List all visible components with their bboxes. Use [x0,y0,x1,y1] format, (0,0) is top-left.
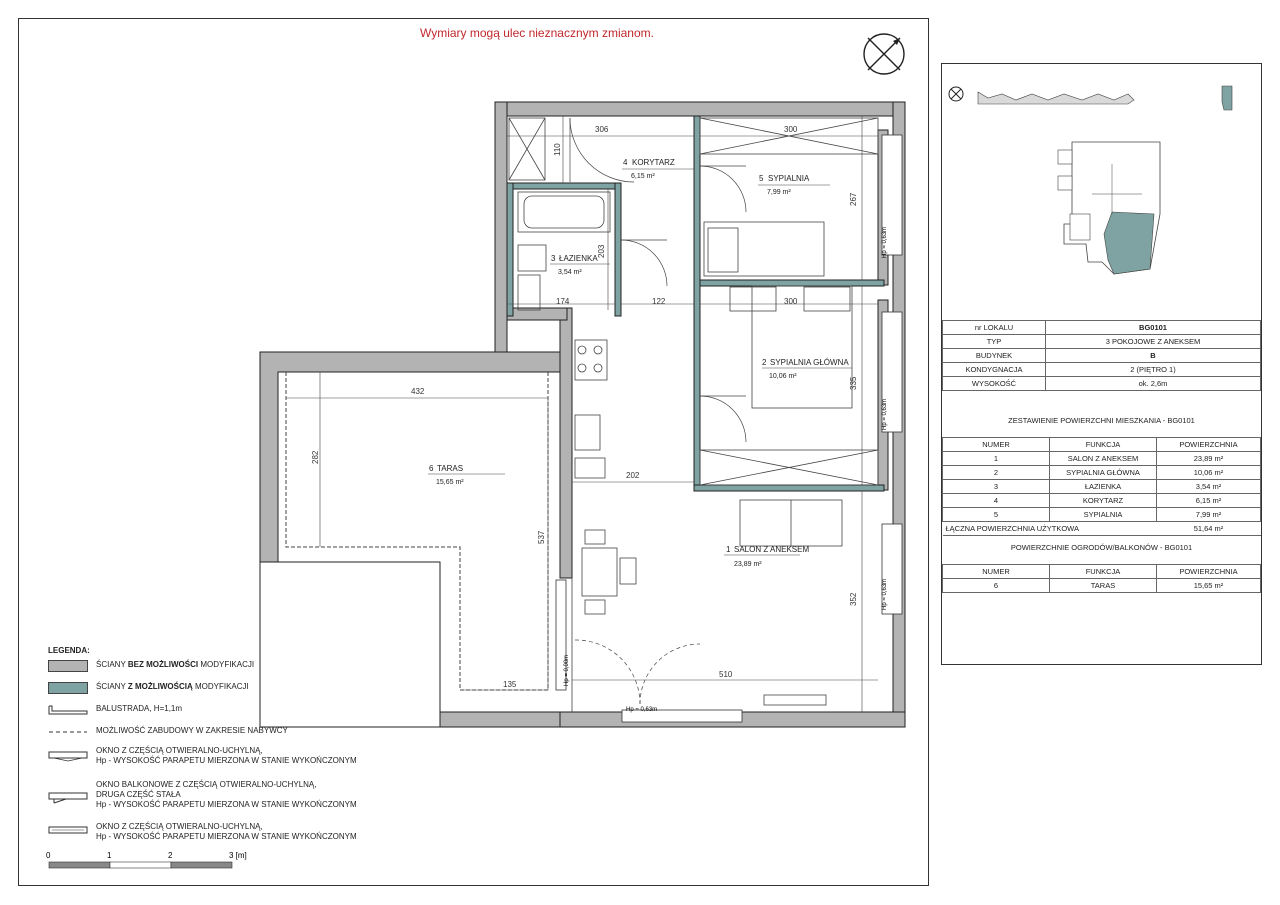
window-label-3: Hp = 0,63m [882,578,888,610]
summary-row [943,508,1261,522]
compass-icon [949,87,963,101]
scale-tick-3: 3 [m] [229,851,247,860]
dim-537: 537 [537,530,546,544]
scale-tick-0: 0 [46,851,51,860]
dim-300a: 300 [784,125,798,134]
info-label: WYSOKOŚĆ [943,377,1046,391]
info-row [943,349,1261,363]
summary-title: ZESTAWIENIE POWIERZCHNI MIESZKANIA - BG0101 [1008,416,1195,425]
column-header: NUMER [943,565,1050,579]
dim-300b: 300 [784,297,798,306]
modifiable-wall-swatch [48,682,88,694]
dim-510: 510 [719,670,733,679]
room-area: 15,65 m² [436,479,464,486]
railing-icon [48,704,88,716]
legend-item-built-in [48,726,448,738]
dim-352: 352 [849,592,858,606]
legend-text: ŚCIANY BEZ MOŻLIWOŚCI MODYFIKACJI [96,660,255,669]
total-value: 51,64 m² [1157,522,1261,536]
window-label-1: Hp = 0,63m [882,226,888,258]
room-name: SALON Z ANEKSEM [734,545,810,554]
window-label-5: Hp = 0,00m [564,654,570,686]
dim-203: 203 [597,244,606,258]
cell: 6,15 m² [1157,494,1261,508]
column-header: POWIERZCHNIA [1157,565,1261,579]
window-icon [48,824,88,836]
room-number: 1 [726,545,731,554]
summary-header-row [943,438,1261,452]
cell: 2 [943,466,1050,480]
gardens-header-row [943,565,1261,579]
room-name: ŁAZIENKA [559,254,598,263]
room-area: 3,54 m² [558,269,582,276]
info-label: TYP [943,335,1046,349]
apartment-info-table [942,320,1261,391]
legend-text: OKNO BALKONOWE Z CZĘŚCIĄ OTWIERALNO-UCHYLNĄ, DRUGA CZĘŚĆ STAŁA Hp - WYSOKOŚĆ PARAPETU MIERZONA W STANIE WYKOŃCZONYM [96,780,357,809]
gardens-title: POWIERZCHNIE OGRODÓW/BALKONÓW - BG0101 [1010,543,1193,552]
info-row [943,321,1261,335]
legend-item-window [48,746,448,768]
legend-title: LEGENDA: [48,646,90,655]
info-label: BUDYNEK [943,349,1046,363]
summary-row [943,494,1261,508]
cell: 4 [943,494,1050,508]
cell: 3 [943,480,1050,494]
room-name: SYPIALNIA [768,174,810,183]
room-number: 4 [623,158,628,167]
legend-item-fixed-walls [48,660,448,672]
summary-row [943,452,1261,466]
room-label-salon [724,545,809,568]
cell: ŁAZIENKA [1050,480,1157,494]
dim-122: 122 [652,297,666,306]
scale-tick-2: 2 [168,851,173,860]
legend-item-railing [48,704,448,716]
dimension-lines [286,116,878,712]
info-value: 2 (PIĘTRO 1) [1046,363,1261,377]
cell: SYPIALNIA GŁÓWNA [1050,466,1157,480]
dim-432: 432 [411,387,425,396]
dim-110: 110 [553,143,562,156]
room-label-taras [428,464,505,486]
legend-text: OKNO Z CZĘŚCIĄ OTWIERALNO-UCHYLNĄ, Hp - WYSOKOŚĆ PARAPETU MIERZONA W STANIE WYKOŃCZONYM [96,746,357,765]
gardens-row [943,579,1261,593]
room-area: 10,06 m² [769,373,797,380]
cell: KORYTARZ [1050,494,1157,508]
info-value: 3 POKOJOWE Z ANEKSEM [1046,335,1261,349]
legend-item-window-2 [48,822,448,844]
info-row [943,377,1261,391]
dim-135: 135 [503,680,517,689]
info-label: nr LOKALU [943,321,1046,335]
summary-total-row [943,522,1261,536]
cell: 15,65 m² [1157,579,1261,593]
room-label-sypialnia [758,174,830,196]
info-value: BG0101 [1046,321,1261,335]
dashed-line-icon [48,726,88,738]
legend-text: MOŻLIWOŚĆ ZABUDOWY W ZAKRESIE NABYWCY [96,726,288,735]
dim-282: 282 [311,450,320,464]
dim-306: 306 [595,125,609,134]
room-name: SYPIALNIA GŁÓWNA [770,358,849,367]
legend-item-balcony-window [48,780,448,812]
room-label-korytarz [622,158,694,180]
cell: 3,54 m² [1157,480,1261,494]
cell: 1 [943,452,1050,466]
info-value: ok. 2,6m [1046,377,1261,391]
info-value: B [1046,349,1261,363]
notice-text: Wymiary mogą ulec nieznacznym zmianom. [420,26,654,40]
balcony-window-icon [48,790,88,804]
window-labels [564,227,888,713]
total-label: ŁĄCZNA POWIERZCHNIA UŻYTKOWA [943,522,1157,536]
column-header: FUNKCJA [1050,438,1157,452]
dim-174: 174 [556,297,570,306]
summary-row [943,480,1261,494]
dimension-values [311,125,858,689]
north-arrow-icon [864,34,904,74]
dim-267: 267 [849,192,858,206]
summary-table [942,437,1261,536]
info-row [943,363,1261,377]
building-key-plan [942,64,1261,314]
scale-tick-1: 1 [107,851,112,860]
gardens-table [942,564,1261,593]
room-area: 6,15 m² [631,173,655,180]
room-area: 23,89 m² [734,561,762,568]
cell: 23,89 m² [1157,452,1261,466]
room-number: 2 [762,358,767,367]
info-label: KONDYGNACJA [943,363,1046,377]
info-row [943,335,1261,349]
column-header: NUMER [943,438,1050,452]
cell: 7,99 m² [1157,508,1261,522]
legend-item-modifiable-walls [48,682,448,694]
room-number: 6 [429,464,434,473]
cell: 6 [943,579,1050,593]
room-label-sypialnia-glowna [762,358,852,380]
doors [570,118,746,704]
window-label-2: Hp = 0,63m [882,398,888,430]
column-header: FUNKCJA [1050,565,1157,579]
room-number: 3 [551,254,556,263]
room-number: 5 [759,174,764,183]
room-name: TARAS [437,464,464,473]
window-icon [48,748,88,762]
scale-bar [44,848,247,874]
legend-text: ŚCIANY Z MOŻLIWOŚCIĄ MODYFIKACJI [96,682,249,691]
legend-text: BALUSTRADA, H=1,1m [96,704,183,713]
legend-text: OKNO Z CZĘŚCIĄ OTWIERALNO-UCHYLNĄ, Hp - WYSOKOŚĆ PARAPETU MIERZONA W STANIE WYKOŃCZONYM [96,822,357,841]
cell: 5 [943,508,1050,522]
dim-335: 335 [849,376,858,390]
column-header: POWIERZCHNIA [1157,438,1261,452]
cell: SALON Z ANEKSEM [1050,452,1157,466]
cell: TARAS [1050,579,1157,593]
cell: 10,06 m² [1157,466,1261,480]
summary-row [943,466,1261,480]
room-area: 7,99 m² [767,189,791,196]
cell: SYPIALNIA [1050,508,1157,522]
window-label-4: Hp = 0,63m [626,707,658,713]
fixed-wall-swatch [48,660,88,672]
room-name: KORYTARZ [632,158,675,167]
dim-202: 202 [626,471,640,480]
info-panel [941,63,1262,665]
